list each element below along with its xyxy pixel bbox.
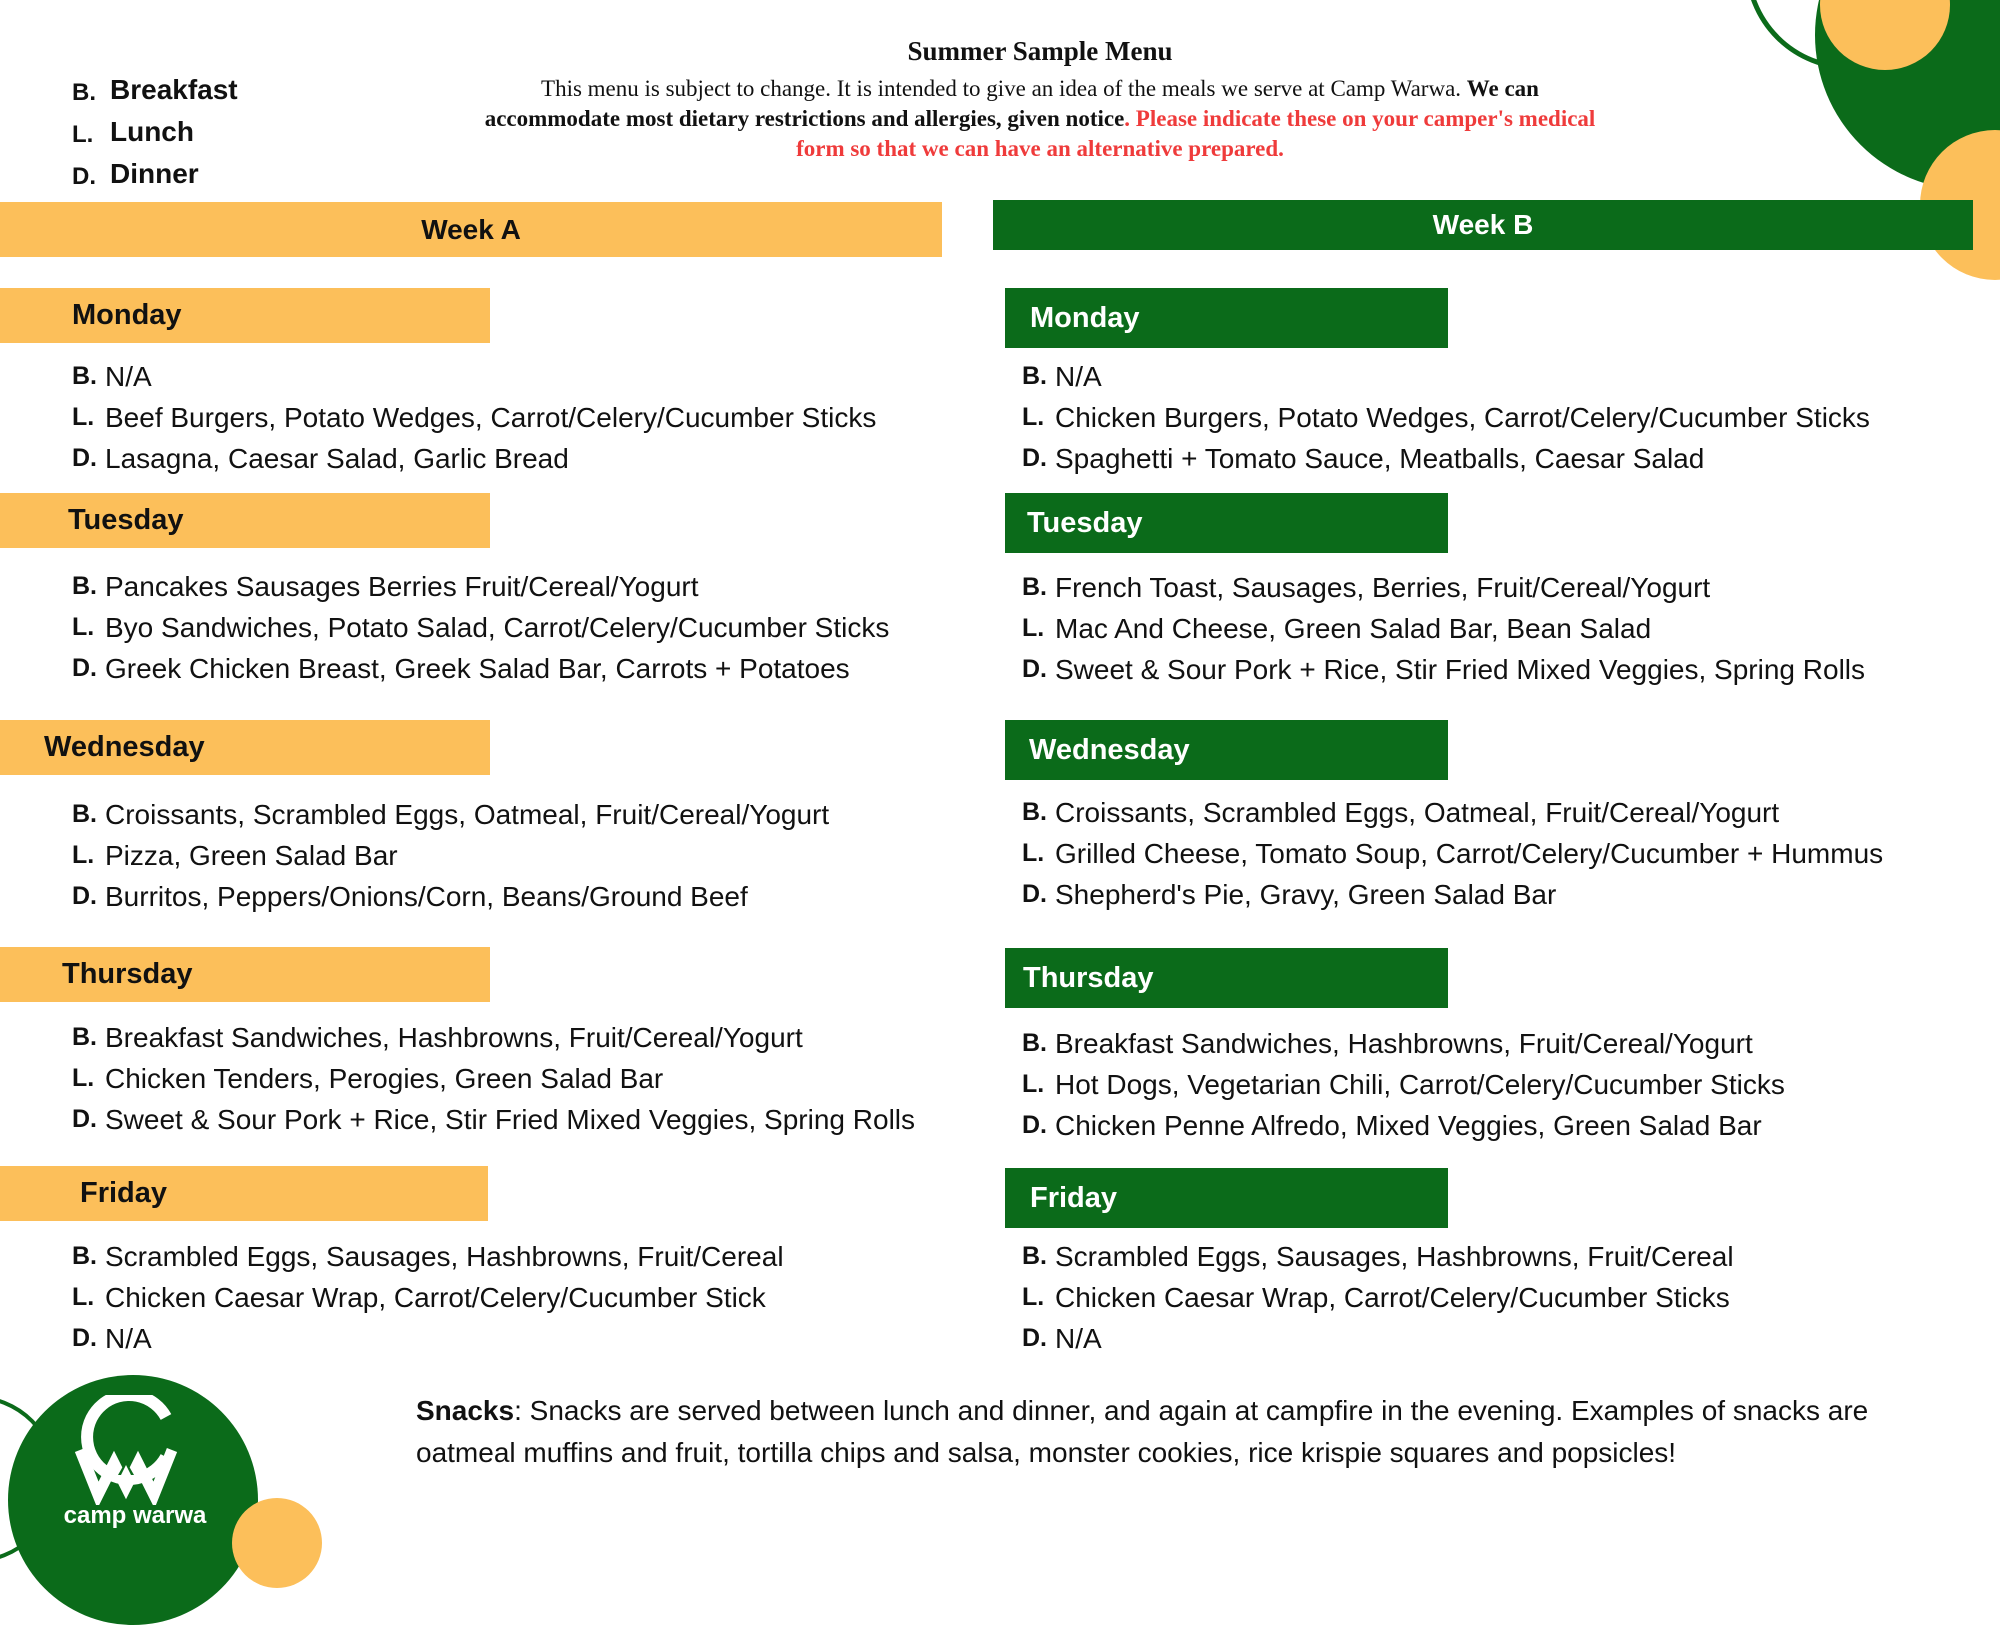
- snacks-label: Snacks: [416, 1395, 515, 1426]
- meal-dinner: D. Burritos, Peppers/Onions/Corn, Beans/Ground Beef: [72, 881, 748, 912]
- week-b-day-friday: Friday: [1005, 1168, 1448, 1228]
- meal-lunch: L. Chicken Burgers, Potato Wedges, Carrot/Celery/Cucumber Sticks: [1022, 402, 1870, 433]
- week-b-tuesday-meals: [1022, 567, 1865, 690]
- meal-dinner: D. Shepherd's Pie, Gravy, Green Salad Bar: [1022, 879, 1557, 910]
- meal-breakfast: B. Croissants, Scrambled Eggs, Oatmeal, Fruit/Cereal/Yogurt: [1022, 797, 1780, 828]
- meal-dinner: D. N/A: [1022, 1323, 1102, 1354]
- meal-lunch: L. Chicken Caesar Wrap, Carrot/Celery/Cucumber Sticks: [1022, 1282, 1730, 1313]
- meal-lunch: L. Grilled Cheese, Tomato Soup, Carrot/Celery/Cucumber + Hummus: [1022, 838, 1884, 869]
- meal-breakfast: B. French Toast, Sausages, Berries, Fruit/Cereal/Yogurt: [1022, 572, 1711, 603]
- snacks-note: [416, 1390, 1916, 1474]
- notice-plain: This menu is subject to change. It is intended to give an idea of the meals we serve at Camp Warwa.: [541, 76, 1467, 101]
- meal-dinner: D. Greek Chicken Breast, Greek Salad Bar, Carrots + Potatoes: [72, 653, 850, 684]
- week-b-friday-meals: [1022, 1236, 1734, 1359]
- meal-lunch: L. Byo Sandwiches, Potato Salad, Carrot/Celery/Cucumber Sticks: [72, 612, 890, 643]
- meal-breakfast: B. Pancakes Sausages Berries Fruit/Cereal/Yogurt: [72, 571, 699, 602]
- week-a-thursday-meals: [72, 1017, 915, 1140]
- menu-notice: [480, 74, 1600, 164]
- meal-breakfast: B. Scrambled Eggs, Sausages, Hashbrowns, Fruit/Cereal: [1022, 1241, 1734, 1272]
- week-b-monday-meals: [1022, 356, 1870, 479]
- week-a-monday-meals: [72, 356, 876, 479]
- week-a-friday-meals: [72, 1236, 784, 1359]
- meal-dinner: D. Lasagna, Caesar Salad, Garlic Bread: [72, 443, 569, 474]
- week-a-header: Week A: [0, 202, 942, 257]
- decorative-yellow-circle-bottom: [232, 1498, 322, 1588]
- meal-breakfast: B. Croissants, Scrambled Eggs, Oatmeal, Fruit/Cereal/Yogurt: [72, 799, 830, 830]
- meal-lunch: L. Pizza, Green Salad Bar: [72, 840, 398, 871]
- week-a-day-monday: Monday: [0, 288, 490, 343]
- meal-lunch: L. Chicken Caesar Wrap, Carrot/Celery/Cucumber Stick: [72, 1282, 766, 1313]
- week-a-day-friday: Friday: [0, 1166, 488, 1221]
- camp-logo-text: camp warwa: [63, 1502, 207, 1529]
- week-b-day-tuesday: Tuesday: [1005, 493, 1448, 553]
- page-title: Summer Sample Menu: [907, 36, 1173, 66]
- meal-lunch: L. Beef Burgers, Potato Wedges, Carrot/Celery/Cucumber Sticks: [72, 402, 877, 433]
- meal-breakfast: B. N/A: [72, 361, 152, 392]
- meal-lunch: L. Hot Dogs, Vegetarian Chili, Carrot/Celery/Cucumber Sticks: [1022, 1069, 1785, 1100]
- notice-bold: We can accommodate most dietary restrictions and allergies, given notice: [484, 76, 1539, 131]
- meal-dinner: D. Sweet & Sour Pork + Rice, Stir Fried Mixed Veggies, Spring Rolls: [1022, 654, 1866, 685]
- week-a-tuesday-meals: [72, 566, 889, 689]
- meal-breakfast: B. Breakfast Sandwiches, Hashbrowns, Fruit/Cereal/Yogurt: [1022, 1028, 1753, 1059]
- week-b-header: Week B: [993, 200, 1973, 250]
- week-a-day-tuesday: Tuesday: [0, 493, 490, 548]
- week-b-day-thursday: Thursday: [1005, 948, 1448, 1008]
- meal-dinner: D. Chicken Penne Alfredo, Mixed Veggies, Green Salad Bar: [1022, 1110, 1762, 1141]
- legend-row-breakfast: B. Breakfast: [72, 74, 238, 106]
- week-a-day-wednesday: Wednesday: [0, 720, 490, 775]
- legend-row-lunch: L. Lunch: [72, 116, 194, 148]
- week-a-day-thursday: Thursday: [0, 947, 490, 1002]
- meal-lunch: L. Mac And Cheese, Green Salad Bar, Bean Salad: [1022, 613, 1652, 644]
- week-a-wednesday-meals: [72, 794, 829, 917]
- camp-logo-mark-icon: [66, 1395, 186, 1505]
- meal-breakfast: B. Breakfast Sandwiches, Hashbrowns, Fruit/Cereal/Yogurt: [72, 1022, 803, 1053]
- meal-breakfast: B. N/A: [1022, 361, 1102, 392]
- week-b-day-wednesday: Wednesday: [1005, 720, 1448, 780]
- meal-dinner: D. Spaghetti + Tomato Sauce, Meatballs, Caesar Salad: [1022, 443, 1705, 474]
- meal-dinner: D. Sweet & Sour Pork + Rice, Stir Fried Mixed Veggies, Spring Rolls: [72, 1104, 916, 1135]
- week-b-wednesday-meals: [1022, 792, 1883, 915]
- legend-row-dinner: D. Dinner: [72, 158, 199, 190]
- week-b-day-monday: Monday: [1005, 288, 1448, 348]
- meal-dinner: D. N/A: [72, 1323, 152, 1354]
- snacks-text: : Snacks are served between lunch and dinner, and again at campfire in the evening. Examples of snacks are oatmeal muffins and fruit, tortilla chips and salsa, monster cookies, rice krispie squares and popsicles!: [416, 1395, 1869, 1468]
- meal-legend: [72, 70, 238, 196]
- meal-breakfast: B. Scrambled Eggs, Sausages, Hashbrowns, Fruit/Cereal: [72, 1241, 784, 1272]
- week-b-thursday-meals: [1022, 1023, 1785, 1146]
- notice-red: . Please indicate these on your camper's medical form so that we can have an alternative prepared.: [796, 106, 1596, 161]
- meal-lunch: L. Chicken Tenders, Perogies, Green Salad Bar: [72, 1063, 664, 1094]
